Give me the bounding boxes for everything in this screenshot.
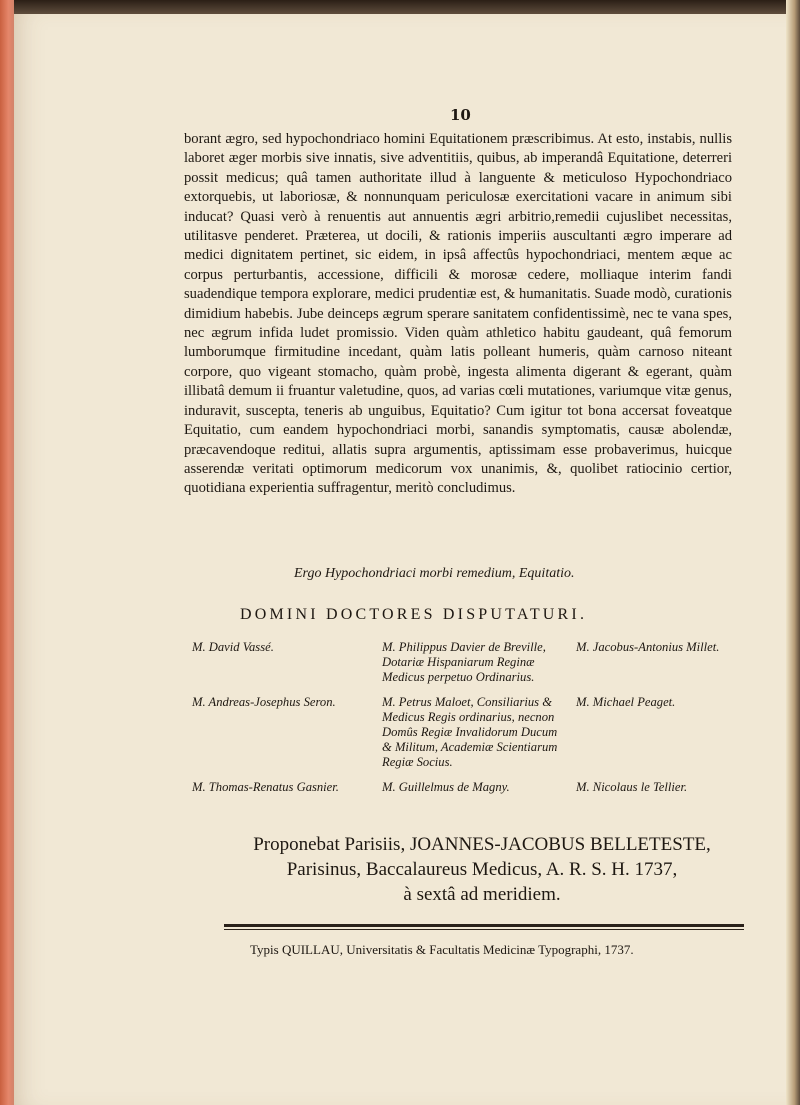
doctor-name: M. Petrus Maloet, Consiliarius & Medicus Regis ordinarius, necnon Domûs Regiæ Invalidorum Ducum & Militum, Academiæ Scientiarum Regiæ Socius. bbox=[382, 695, 558, 769]
book-gutter-edge bbox=[786, 0, 800, 1105]
doctors-row bbox=[192, 695, 762, 770]
doctor-name: M. Guillelmus de Magny. bbox=[382, 780, 510, 794]
doctor-name: M. Nicolaus le Tellier. bbox=[576, 780, 688, 794]
doctor-name: M. Michael Peaget. bbox=[576, 695, 676, 709]
doctors-row bbox=[192, 780, 762, 795]
doctor-name: M. Thomas-Renatus Gasnier. bbox=[192, 780, 339, 794]
thesis-conclusion: Ergo Hypochondriaci morbi remedium, Equitatio. bbox=[294, 566, 575, 581]
proponebat-line: à sextâ ad meridiem. bbox=[403, 884, 561, 905]
proponebat-block bbox=[202, 832, 762, 907]
doctor-name: M. Andreas-Josephus Seron. bbox=[192, 695, 336, 709]
page-number: 10 bbox=[450, 106, 471, 124]
doctors-list bbox=[192, 640, 762, 805]
body-paragraph: borant ægro, sed hypochondriaco homini Equitationem præscribimus. At esto, instabis, nullis laboret æger morbis sive innatis, sive adventitiis, quibus, ab imperandâ Equitatione, deterreri possit medicus; quâ tamen authoritate illud à languente & meticuloso Hypochondriaco extorquebis, ut laboriosæ, & nonnunquam periculosæ exercitationi vacare in animum sibi inducat? Quasi verò à renuentis aut annuentis ægri arbitrio,remedii cujuslibet necessitas, utilitasve penderet. Præterea, ut docili, & rationis imperiis auscultanti ægro imperare ad medici dignitatem pertinet, sic eidem, in ipsâ affectûs hypochondriaci, mentem æque ac corpus perturbantis, accessione, difficili & morosæ cedere, molliaque interim fandi suadendique tempora explorare, medici prudentiæ est, & humanitatis. Suade modò, curationis dimidium habebis. Jube deinceps ægrum sperare sanitatem confidentissimè, nec te vana spes, nec ægrum infida ludet promissio. Viden quàm athletico habitu gaudeant, quâ femorum lumborumque firmitudine incedant, quàm latis polleant humeris, quàm carnoso niteant corpore, quo vigeant stomacho, quàm probè, ingesta alimenta digerant & egerant, quàm illibatâ demum ii fruantur valetudine, quos, ad varias cœli mutationes, variumque vitæ genus, induravit, suscepta, teneris ab unguibus, Equitatio? Cum igitur tot bona accersat foveatque Equitatio, cum eandem hypochondriaci morbi, sanandis symptomatis, causæ abolendæ, præcavendoque reditui, allatis supra argumentis, aptissimam esse probaverimus, huicque asserendæ veritati optimorum medicorum vox unanimis, &, quolibet ratiocinio certior, quotidiana experientia suffragentur, meritò concludimus. bbox=[184, 131, 732, 497]
printer-imprint: Typis QUILLAU, Universitatis & Facultatis Medicinæ Typographi, 1737. bbox=[250, 942, 634, 957]
book-fore-edge bbox=[0, 0, 14, 1105]
doctor-name: M. Jacobus-Antonius Millet. bbox=[576, 640, 720, 654]
doctors-heading: DOMINI DOCTORES DISPUTATURI. bbox=[240, 606, 588, 623]
doctor-name: M. Philippus Davier de Breville, Dotariæ Hispaniarum Reginæ Medicus perpetuo Ordinarius. bbox=[382, 640, 546, 684]
divider-thick bbox=[224, 924, 744, 927]
proponebat-line: Proponebat Parisiis, JOANNES-JACOBUS BELLETESTE, bbox=[253, 834, 711, 855]
divider-thin bbox=[224, 929, 744, 930]
book-page bbox=[14, 14, 786, 1105]
proponebat-line: Parisinus, Baccalaureus Medicus, A. R. S. H. 1737, bbox=[286, 859, 678, 880]
doctors-row bbox=[192, 640, 762, 685]
doctor-name: M. David Vassé. bbox=[192, 640, 274, 654]
